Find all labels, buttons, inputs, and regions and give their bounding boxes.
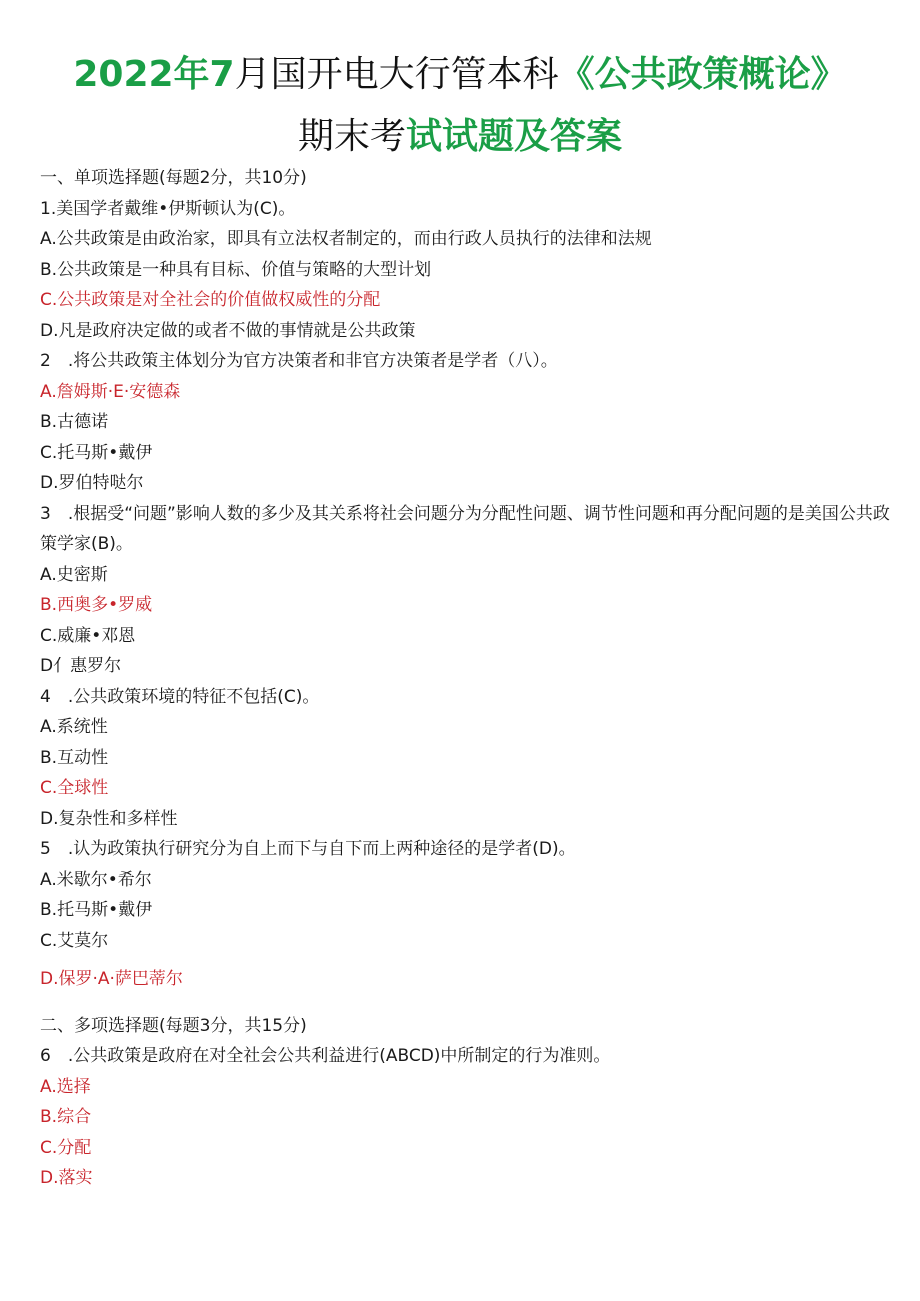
question-2-option-c: C.托马斯•戴伊 bbox=[40, 442, 153, 463]
title-exam-suffix: 试试题及答案 bbox=[406, 116, 623, 157]
question-6-option-a-answer: A.选择 bbox=[40, 1076, 91, 1097]
question-4-stem: 4 .公共政策环境的特征不包括(C)。 bbox=[40, 686, 320, 707]
question-3-option-b-answer: B.西奥多•罗威 bbox=[40, 595, 153, 615]
question-1-option-b: B.公共政策是一种具有目标、价值与策略的大型计划 bbox=[40, 259, 432, 280]
question-3-option-c: C.威廉•邓恩 bbox=[40, 625, 136, 646]
question-3-stem: 3 .根据受“问题”影响人数的多少及其关系将社会问题分为分配性问题、调节性问题和再分配问题的是美国公共政策学家(B)。 bbox=[40, 503, 890, 554]
question-2-option-a-answer: A.詹姆斯·E·安德森 bbox=[40, 381, 181, 402]
question-4-option-a: A.系统性 bbox=[40, 717, 108, 737]
question-4-option-d: D.复杂性和多样性 bbox=[40, 808, 178, 829]
section-heading-single: 一、单项选择题(每题2分，共10分) bbox=[40, 168, 307, 188]
question-1-option-c-answer: C.公共政策是对全社会的价值做权威性的分配 bbox=[40, 290, 381, 310]
title-year-month: 2022年7 bbox=[73, 54, 235, 95]
question-6-option-d-answer: D.落实 bbox=[40, 1168, 93, 1188]
question-5-option-a: A.米歇尔•希尔 bbox=[40, 869, 152, 890]
spacer bbox=[40, 995, 890, 1011]
exam-content bbox=[40, 163, 890, 1194]
question-1-option-d: D.凡是政府决定做的或者不做的事情就是公共政策 bbox=[40, 320, 416, 341]
section-heading-multi: 二、多项选择题(每题3分，共15分) bbox=[40, 1015, 307, 1036]
title-school-major: 月国开电大行管本科 bbox=[234, 54, 559, 95]
question-3-option-d: D亻惠罗尔 bbox=[40, 656, 122, 676]
question-3-option-a: A.史密斯 bbox=[40, 564, 108, 585]
question-4-option-c-answer: C.全球性 bbox=[40, 778, 109, 798]
question-5-option-b: B.托马斯•戴伊 bbox=[40, 900, 153, 920]
question-1-option-a: A.公共政策是由政治家，即具有立法权者制定的，而由行政人员执行的法律和法规 bbox=[40, 229, 652, 249]
spacer bbox=[40, 956, 890, 964]
question-5-stem: 5 .认为政策执行研究分为自上而下与自下而上两种途径的是学者(D)。 bbox=[40, 839, 576, 859]
question-5-option-d-answer: D.保罗·A·萨巴蒂尔 bbox=[40, 969, 183, 989]
question-5-option-c: C.艾莫尔 bbox=[40, 930, 109, 951]
question-4-option-b: B.互动性 bbox=[40, 747, 109, 768]
title-exam-label: 期末考 bbox=[297, 116, 406, 157]
document-title-line-2 bbox=[0, 114, 920, 160]
question-2-option-d: D.罗伯特哒尔 bbox=[40, 473, 144, 493]
question-1-stem: 1.美国学者戴维•伊斯顿认为(C)。 bbox=[40, 198, 296, 219]
document-title-line-1 bbox=[0, 52, 920, 98]
question-2-option-b: B.古德诺 bbox=[40, 412, 109, 432]
question-6-option-b-answer: B.综合 bbox=[40, 1107, 92, 1127]
question-6-option-c-answer: C.分配 bbox=[40, 1137, 92, 1158]
question-6-stem: 6 .公共政策是政府在对全社会公共利益进行(ABCD)中所制定的行为准则。 bbox=[40, 1046, 611, 1066]
title-course-name: 《公共政策概论》 bbox=[558, 54, 847, 95]
question-2-stem: 2 .将公共政策主体划分为官方决策者和非官方决策者是学者（八）。 bbox=[40, 351, 558, 371]
